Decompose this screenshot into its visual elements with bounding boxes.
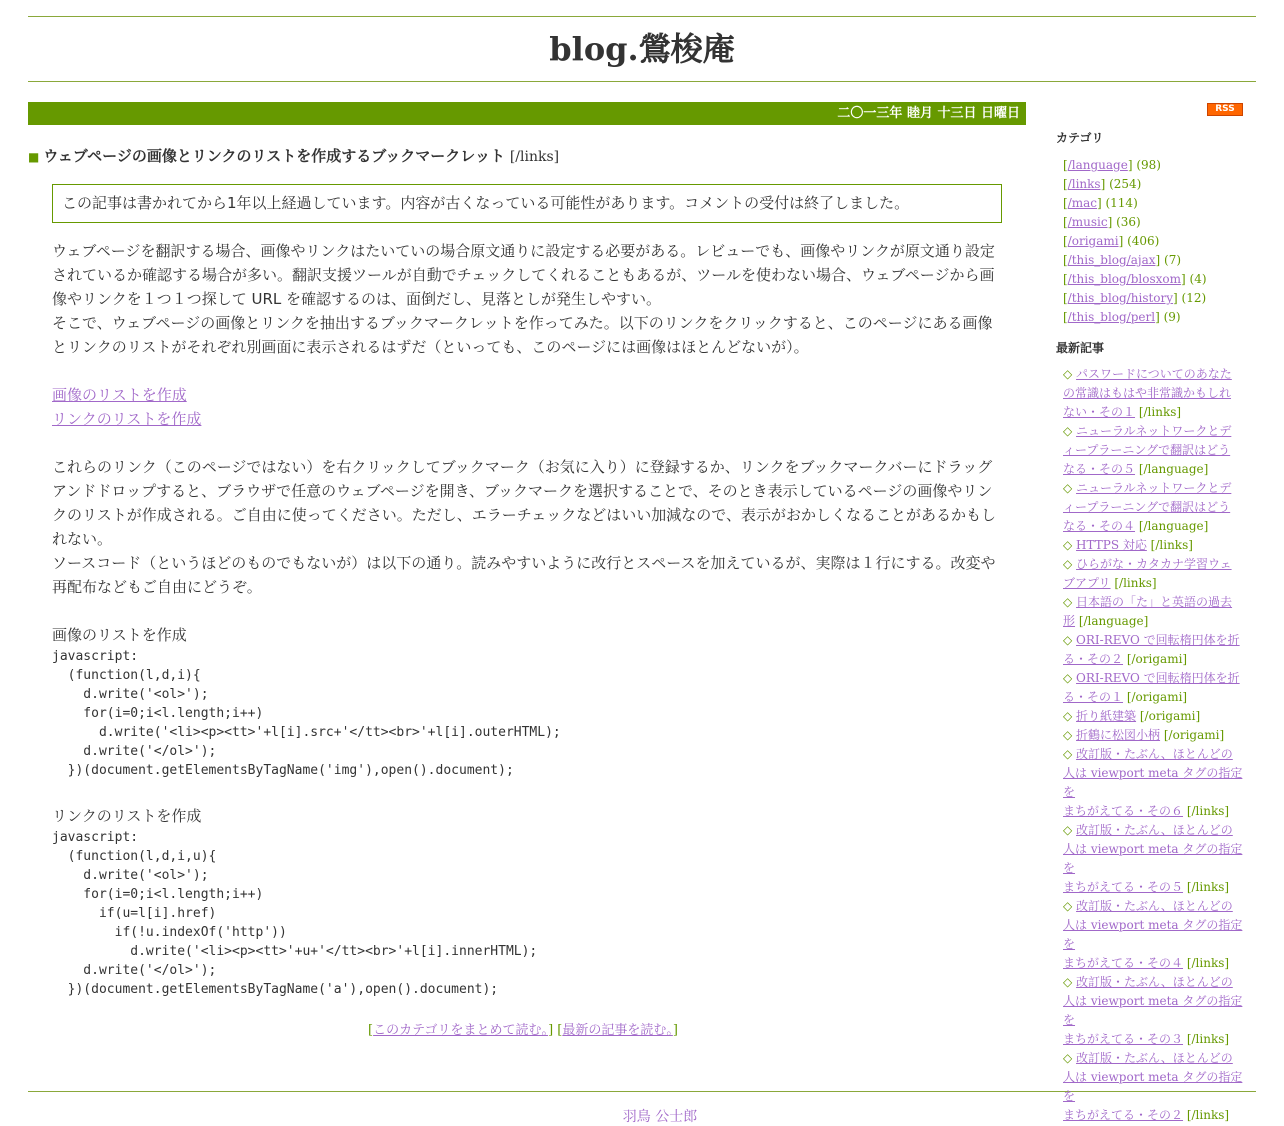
recent-post-category: [/language] <box>1135 519 1209 533</box>
recent-post-link[interactable]: ニューラルネットワークとデ ィープラーニングで翻訳はどう なる・その５ <box>1063 424 1232 476</box>
recent-post-item <box>1063 631 1253 669</box>
recent-post-link[interactable]: HTTPS 対応 <box>1076 538 1147 552</box>
category-item: [/mac] (114) <box>1063 196 1138 210</box>
diamond-icon: ◇ <box>1063 424 1077 438</box>
recent-post-item <box>1063 555 1253 593</box>
category-count: (9) <box>1163 310 1181 324</box>
diamond-icon: ◇ <box>1063 538 1077 552</box>
recent-post-link[interactable]: 折鶴に松図小柄 <box>1076 728 1161 742</box>
recent-post-link[interactable]: 改訂版・たぶん、ほとんどの 人は viewport meta タグの指定を まちがえてる・その６ <box>1063 747 1243 818</box>
recent-post-category: [/links] <box>1135 405 1182 419</box>
post-category: [/links] <box>509 149 560 165</box>
old-post-notice: この記事は書かれてから1年以上経過しています。内容が古くなっている可能性があります。コメントの受付は終了しました。 <box>52 184 1002 223</box>
recent-post-category: [/links] <box>1183 804 1230 818</box>
recent-post-item <box>1063 365 1253 422</box>
post-date-bar: 二〇一三年 睦月 十三日 日曜日 <box>28 102 1026 125</box>
recent-post-category: [/origami] <box>1136 709 1201 723</box>
recent-post-link[interactable]: 改訂版・たぶん、ほとんどの 人は viewport meta タグの指定を まちがえてる・その３ <box>1063 975 1243 1046</box>
bullet-icon: ■ <box>28 150 40 164</box>
paragraph: これらのリンク（このページではない）を右クリックしてブックマーク（お気に入り）に登録するか、リンクをブックマークバーにドラッグアンドドロップすると、ブラウザで任意のウェブページを開き、ブックマークを選択することで、そのとき表示しているページの画像やリンクのリストが作成される。ご自由に使ってください。ただし、エラーチェックなどはいい加減なので、表示がおかしくなることがあるかもしれない。 <box>52 458 996 548</box>
category-list <box>1063 156 1253 327</box>
category-link[interactable]: /origami <box>1067 234 1119 248</box>
category-count: (98) <box>1136 158 1161 172</box>
code1-title: 画像のリストを作成 <box>52 626 187 644</box>
code2-block: javascript: (function(l,d,i,u){ d.write('<ol>'); for(i=0;i<l.length;i++) if(u=l[i].href) if(!u.indexOf('http')) d.write('<li><p><tt>'+u+'</tt><br>'+l[i].innerHTML); d.write('</ol>'); })(document.getElementsByTagName('a'),open().document); <box>52 830 538 997</box>
recent-post-category: [/links] <box>1183 880 1230 894</box>
category-count: (12) <box>1181 291 1207 305</box>
recent-post-category: [/origami] <box>1123 652 1188 666</box>
diamond-icon: ◇ <box>1063 1051 1077 1065</box>
read-category-link[interactable]: このカテゴリをまとめて読む。 <box>373 1023 549 1038</box>
recent-post-item <box>1063 726 1253 745</box>
category-count: (7) <box>1164 253 1182 267</box>
recent-post-link[interactable]: 改訂版・たぶん、ほとんどの 人は viewport meta タグの指定を まちがえてる・その５ <box>1063 823 1243 894</box>
paragraph: ソースコード（というほどのものでもないが）は以下の通り。読みやすいように改行とスペースを加えているが、実際は１行にする。改変や再配布などもご自由にどうぞ。 <box>52 554 996 596</box>
recent-post-link[interactable]: ニューラルネットワークとデ ィープラーニングで翻訳はどう なる・その４ <box>1063 481 1232 533</box>
post-body-intro <box>52 239 1002 359</box>
diamond-icon: ◇ <box>1063 728 1077 742</box>
recent-posts-list <box>1063 365 1253 1125</box>
diamond-icon: ◇ <box>1063 823 1077 837</box>
recent-post-item <box>1063 422 1253 479</box>
recent-post-link[interactable]: 日本語の「た」と英語の過去 形 <box>1063 595 1233 628</box>
bookmarklet-links <box>52 383 1002 431</box>
category-link[interactable]: /music <box>1067 215 1108 229</box>
category-item: [/this_blog/history] (12) <box>1063 291 1207 305</box>
recent-post-category: [/links] <box>1146 538 1193 552</box>
create-link-list-link[interactable]: リンクのリストを作成 <box>52 410 202 428</box>
recent-post-category: [/origami] <box>1123 690 1188 704</box>
recent-post-item <box>1063 707 1253 726</box>
category-count: (114) <box>1105 196 1138 210</box>
category-item: [/language] (98) <box>1063 158 1161 172</box>
recent-post-link[interactable]: ひらがな・カタカナ学習ウェ ブアプリ <box>1063 557 1232 590</box>
recent-post-category: [/language] <box>1135 462 1209 476</box>
read-latest-link[interactable]: 最新の記事を読む。 <box>562 1023 673 1038</box>
category-link[interactable]: /this_blog/ajax <box>1067 253 1156 267</box>
recent-heading: 最新記事 <box>1056 341 1105 355</box>
recent-post-link[interactable]: 改訂版・たぶん、ほとんどの 人は viewport meta タグの指定を まちがえてる・その２ <box>1063 1051 1243 1122</box>
recent-post-item <box>1063 593 1253 631</box>
recent-post-item <box>1063 745 1253 821</box>
footer-author[interactable]: 羽鳥 公士郎 <box>622 1109 698 1125</box>
recent-post-category: [/links] <box>1110 576 1157 590</box>
recent-post-link[interactable]: 折り紙建築 <box>1076 709 1137 723</box>
diamond-icon: ◇ <box>1063 557 1077 571</box>
rss-icon[interactable]: RSS <box>1207 103 1243 116</box>
category-link[interactable]: /mac <box>1067 196 1097 210</box>
recent-post-item <box>1063 897 1253 973</box>
category-link[interactable]: /language <box>1067 158 1128 172</box>
header-top-rule <box>28 16 1256 17</box>
recent-post-link[interactable]: 改訂版・たぶん、ほとんどの 人は viewport meta タグの指定を まちがえてる・その４ <box>1063 899 1243 970</box>
diamond-icon: ◇ <box>1063 671 1077 685</box>
category-item: [/links] (254) <box>1063 177 1142 191</box>
post-body-usage <box>52 455 1002 599</box>
recent-post-item <box>1063 479 1253 536</box>
recent-post-item <box>1063 973 1253 1049</box>
category-link[interactable]: /this_blog/history <box>1067 291 1174 305</box>
recent-post-category: [/links] <box>1183 1108 1230 1122</box>
recent-post-item <box>1063 536 1253 555</box>
category-item: [/origami] (406) <box>1063 234 1160 248</box>
category-item: [/this_blog/perl] (9) <box>1063 310 1181 324</box>
diamond-icon: ◇ <box>1063 709 1077 723</box>
header-bottom-rule <box>28 81 1256 82</box>
category-item: [/music] (36) <box>1063 215 1141 229</box>
recent-post-category: [/links] <box>1183 956 1230 970</box>
recent-post-link[interactable]: ORI-REVO で回転楕円体を折 る・その２ <box>1063 633 1240 666</box>
diamond-icon: ◇ <box>1063 633 1077 647</box>
diamond-icon: ◇ <box>1063 367 1077 381</box>
category-link[interactable]: /links <box>1067 177 1101 191</box>
paragraph: ウェブページを翻訳する場合、画像やリンクはたいていの場合原文通りに設定する必要がある。レビューでも、画像やリンクが原文通り設定されているか確認する場合が多い。翻訳支援ツールが自動でチェックしてくれることもあるが、ツールを使わない場合、ウェブページから画像やリンクを１つ１つ探して URL を確認するのは、面倒だし、見落としが発生しやすい。 <box>52 242 995 308</box>
recent-post-link[interactable]: パスワードについてのあなた の常識はもはや非常識かもしれ ない・その１ <box>1063 367 1232 419</box>
code1-block: javascript: (function(l,d,i){ d.write('<ol>'); for(i=0;i<l.length;i++) d.write('<li><p><tt>'+l[i].src+'</tt><br>'+l[i].outerHTML); d.write('</ol>'); })(document.getElementsByTagName('img'),open().document); <box>52 649 561 778</box>
diamond-icon: ◇ <box>1063 481 1077 495</box>
category-item: [/this_blog/blosxom] (4) <box>1063 272 1207 286</box>
recent-post-item <box>1063 669 1253 707</box>
category-count: (36) <box>1116 215 1141 229</box>
recent-post-item <box>1063 1049 1253 1125</box>
recent-post-link[interactable]: ORI-REVO で回転楕円体を折 る・その１ <box>1063 671 1240 704</box>
recent-post-category: [/origami] <box>1160 728 1225 742</box>
recent-post-category: [/language] <box>1075 614 1149 628</box>
paragraph: そこで、ウェブページの画像とリンクを抽出するブックマークレットを作ってみた。以下のリンクをクリックすると、このページにある画像とリンクのリストがそれぞれ別画面に表示されるはずだ（といっても、このページには画像はほとんどないが）。 <box>52 314 993 356</box>
code2-title: リンクのリストを作成 <box>52 807 202 825</box>
category-count: (406) <box>1127 234 1160 248</box>
category-link[interactable]: /this_blog/perl <box>1067 310 1156 324</box>
category-count: (4) <box>1189 272 1207 286</box>
category-item: [/this_blog/ajax] (7) <box>1063 253 1182 267</box>
recent-post-item <box>1063 821 1253 897</box>
site-title[interactable]: blog.鶯梭庵 <box>549 30 735 68</box>
create-image-list-link[interactable]: 画像のリストを作成 <box>52 386 187 404</box>
category-count: (254) <box>1109 177 1142 191</box>
post-heading <box>28 145 1018 168</box>
diamond-icon: ◇ <box>1063 975 1077 989</box>
diamond-icon: ◇ <box>1063 899 1077 913</box>
recent-post-category: [/links] <box>1183 1032 1230 1046</box>
diamond-icon: ◇ <box>1063 747 1077 761</box>
diamond-icon: ◇ <box>1063 595 1077 609</box>
post-title: ウェブページの画像とリンクのリストを作成するブックマークレット <box>43 147 506 165</box>
category-link[interactable]: /this_blog/blosxom <box>1067 272 1182 286</box>
categories-heading: カテゴリ <box>1056 131 1104 145</box>
